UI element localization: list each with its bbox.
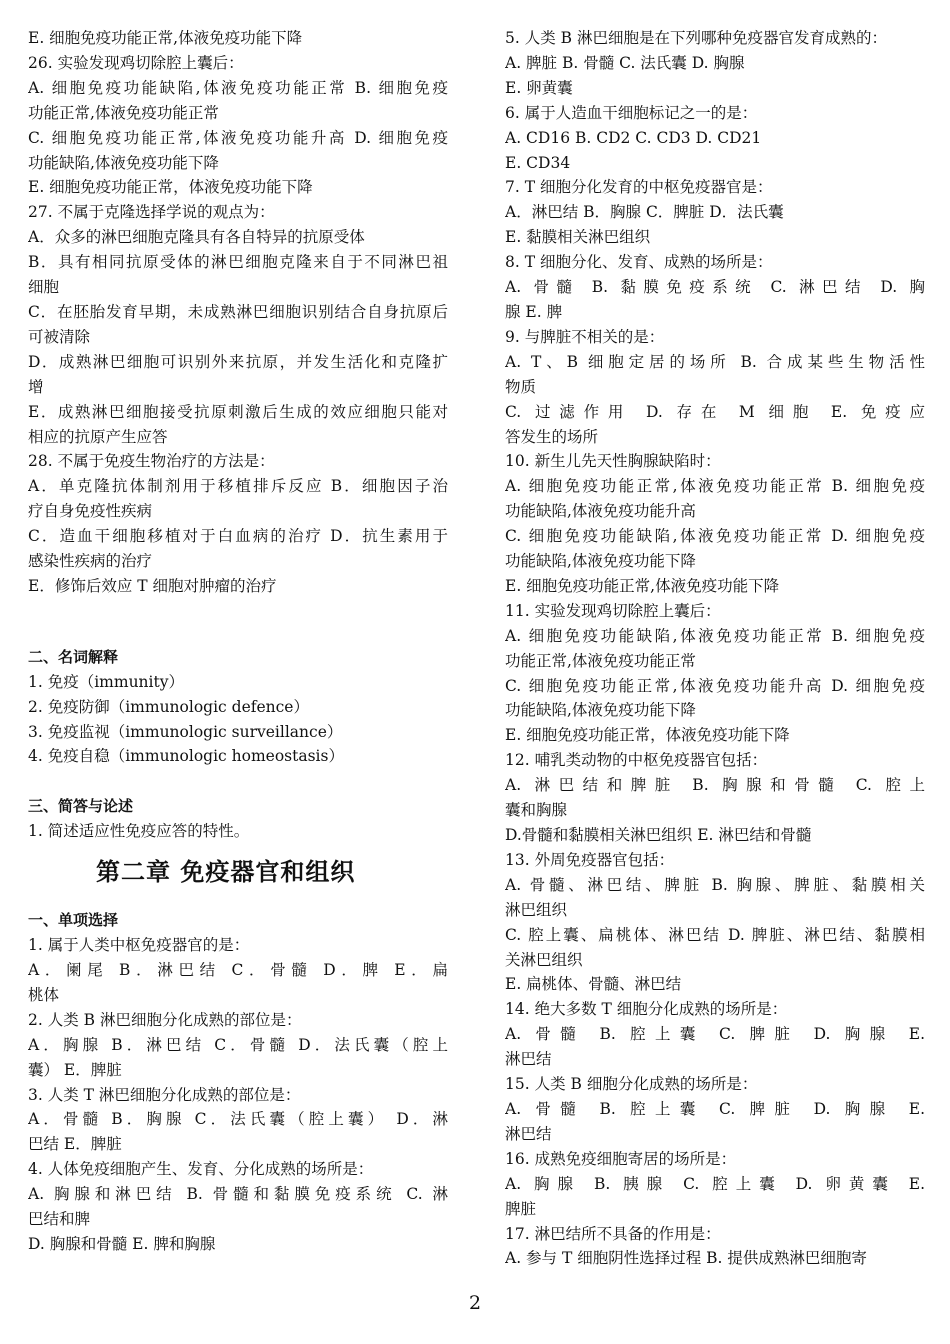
essay-list	[28, 819, 448, 844]
text-line: 12. 哺乳类动物的中枢免疫器官包括：	[505, 751, 768, 770]
text-line: 囊和胸腺	[505, 801, 568, 820]
text-line: E. 卵黄囊	[505, 78, 573, 97]
text-line: 关淋巴组织	[505, 950, 583, 969]
text-line: 巴结和脾	[28, 1210, 91, 1229]
text-line: 可被清除	[28, 327, 91, 346]
question-block-3	[505, 26, 925, 1271]
text-line: E．修饰后效应 T 细胞对肿瘤的治疗	[28, 576, 277, 595]
text-line: E. 细胞免疫功能正常，体液免疫功能下降	[505, 726, 790, 745]
text-line: C．在胚胎发育早期，未成熟淋巴细胞识别结合自身抗原后	[28, 302, 448, 321]
left-column	[28, 26, 448, 1257]
text-line: 巴结 E．脾脏	[28, 1135, 122, 1154]
terms-list	[28, 670, 448, 770]
text-line: 4. 人体免疫细胞产生、发育、分化成熟的场所是：	[28, 1160, 374, 1179]
section-title-essay: 三、简答与论述	[28, 797, 134, 816]
question-block-2	[28, 933, 448, 1257]
text-line: 物质	[505, 377, 537, 396]
text-line: 功能缺陷,体液免疫功能下降	[505, 701, 696, 720]
text-line: E. 扁桃体、骨髓、淋巴结	[505, 975, 682, 994]
text-line: 28. 不属于免疫生物治疗的方法是：	[28, 452, 275, 471]
text-line: A. 骨髓 B. 黏膜免疫系统 C. 淋巴结 D. 胸	[505, 278, 925, 297]
spacer	[28, 769, 448, 794]
text-line: E. 黏膜相关淋巴组织	[505, 228, 651, 247]
text-line: 功能缺陷,体液免疫功能升高	[505, 502, 696, 521]
text-line: C. 细胞免疫功能缺陷,体液免疫功能正常 D. 细胞免疫	[505, 527, 925, 546]
text-line: A. 胸腺和淋巴结 B. 骨髓和黏膜免疫系统 C. 淋	[28, 1185, 448, 1204]
text-line: A. 参与 T 细胞阴性选择过程 B. 提供成熟淋巴细胞寄	[505, 1249, 867, 1268]
text-line: 功能缺陷,体液免疫功能下降	[28, 153, 219, 172]
text-line: C. 细胞免疫功能正常,体液免疫功能升高 D. 细胞免疫	[28, 128, 448, 147]
text-line: 9. 与脾脏不相关的是：	[505, 327, 665, 346]
text-line: E．成熟淋巴细胞接受抗原刺激后生成的效应细胞只能对	[28, 402, 448, 421]
text-line: 27. 不属于克隆选择学说的观点为：	[28, 203, 275, 222]
text-line: 3. 免疫监视（immunologic surveillance）	[28, 722, 343, 741]
text-line: E. 细胞免疫功能正常,体液免疫功能下降	[28, 29, 303, 47]
text-line: 7. T 细胞分化发育的中枢免疫器官是：	[505, 178, 773, 197]
text-line: 8. T 细胞分化、发育、成熟的场所是：	[505, 253, 773, 272]
text-line: 增	[28, 377, 44, 396]
text-line: A．阑尾 B．淋巴结 C．骨髓 D．脾 E．扁	[28, 961, 448, 979]
text-line: 16. 成熟免疫细胞寄居的场所是：	[505, 1149, 737, 1168]
text-line: 功能正常,体液免疫功能正常	[505, 651, 696, 670]
text-line: A. 淋巴结和脾脏 B. 胸腺和骨髓 C. 腔上	[505, 776, 925, 795]
text-line: E. CD34	[505, 153, 571, 172]
text-line: 6. 属于人造血干细胞标记之一的是：	[505, 103, 758, 122]
text-line: 脾脏	[505, 1199, 537, 1218]
text-line: E. 细胞免疫功能正常，体液免疫功能下降	[28, 178, 313, 197]
text-line: E. 细胞免疫功能正常,体液免疫功能下降	[505, 576, 780, 595]
chapter-title: 第二章 免疫器官和组织	[96, 858, 356, 887]
text-line: 淋巴组织	[505, 900, 568, 919]
text-line: D.骨髓和黏膜相关淋巴组织 E. 淋巴结和骨髓	[505, 826, 812, 844]
text-line: A. 细胞免疫功能缺陷,体液免疫功能正常 B. 细胞免疫	[505, 626, 925, 645]
text-line: C. 过滤作用 D. 存在 M 细胞 E. 免疫应	[505, 402, 925, 421]
text-line: 11. 实验发现鸡切除腔上囊后：	[505, 601, 721, 620]
text-line: 4. 免疫自稳（immunologic homeostasis）	[28, 747, 344, 766]
text-line: C. 腔上囊、扁桃体、淋巴结 D. 脾脏、淋巴结、黏膜相	[505, 925, 925, 944]
text-line: 功能缺陷,体液免疫功能下降	[505, 552, 696, 571]
text-line: 感染性疾病的治疗	[28, 552, 153, 571]
text-line: A. 骨髓、淋巴结、脾脏 B. 胸腺、脾脏、黏膜相关	[505, 875, 925, 894]
text-line: D．成熟淋巴细胞可识别外来抗原，并发生活化和克隆扩	[28, 352, 448, 371]
text-line: 淋巴结	[505, 1124, 552, 1143]
text-line: 桃体	[28, 985, 60, 1004]
text-line: 14. 绝大多数 T 细胞分化成熟的场所是：	[505, 1000, 788, 1019]
text-line: 1. 简述适应性免疫应答的特性。	[28, 822, 250, 841]
text-line: A. 细胞免疫功能正常,体液免疫功能正常 B. 细胞免疫	[505, 477, 925, 496]
text-line: D. 胸腺和骨髓 E. 脾和胸腺	[28, 1234, 216, 1253]
text-line: 淋巴结	[505, 1050, 552, 1069]
section-title-terms: 二、名词解释	[28, 647, 119, 666]
text-line: 功能正常,体液免疫功能正常	[28, 103, 219, 122]
text-line: 13. 外周免疫器官包括：	[505, 850, 675, 869]
text-line: 10. 新生儿先天性胸腺缺陷时：	[505, 452, 721, 471]
text-line: A. 细胞免疫功能缺陷,体液免疫功能正常 B. 细胞免疫	[28, 78, 448, 97]
text-line: A．胸腺 B．淋巴结 C．骨髓 D．法氏囊（腔上	[28, 1035, 448, 1054]
text-line: 腺 E. 脾	[505, 302, 563, 321]
text-line: B．具有相同抗原受体的淋巴细胞克隆来自于不同淋巴祖	[28, 253, 448, 272]
section-title-single-choice: 一、单项选择	[28, 911, 119, 930]
spacer	[28, 599, 448, 645]
text-line: 1. 属于人类中枢免疫器官的是：	[28, 936, 250, 955]
text-line: 2. 免疫防御（immunologic defence）	[28, 697, 309, 716]
page-number: 2	[468, 1292, 482, 1314]
text-line: 答发生的场所	[505, 427, 599, 446]
text-line: A. 胸腺 B. 胰腺 C. 腔上囊 D. 卵黄囊 E.	[505, 1174, 925, 1193]
text-line: A. 骨髓 B. 腔上囊 C. 脾脏 D. 胸腺 E.	[505, 1099, 925, 1118]
text-line: 疗自身免疫性疾病	[28, 502, 153, 521]
text-line: 2. 人类 B 淋巴细胞分化成熟的部位是：	[28, 1010, 302, 1029]
question-block-1	[28, 26, 448, 599]
text-line: A. T、B 细胞定居的场所 B. 合成某些生物活性	[505, 352, 925, 371]
text-line: A．骨髓 B．胸腺 C．法氏囊（腔上囊） D．淋	[28, 1110, 448, 1129]
text-line: 17. 淋巴结所不具备的作用是：	[505, 1224, 721, 1243]
text-line: A．淋巴结 B．胸腺 C．脾脏 D．法氏囊	[505, 203, 784, 222]
text-line: C．造血干细胞移植对于白血病的治疗 D．抗生素用于	[28, 527, 448, 546]
text-line: 相应的抗原产生应答	[28, 427, 168, 446]
text-line: 细胞	[28, 278, 60, 297]
right-column	[505, 26, 925, 1271]
text-line: A．众多的淋巴细胞克隆具有各自特异的抗原受体	[28, 228, 365, 247]
text-line: 3. 人类 T 淋巴细胞分化成熟的部位是：	[28, 1085, 301, 1104]
text-line: 5. 人类 B 淋巴细胞是在下列哪种免疫器官发育成熟的：	[505, 29, 887, 47]
text-line: 囊） E．脾脏	[28, 1060, 122, 1079]
text-line: A. 脾脏 B. 骨髓 C. 法氏囊 D. 胸腺	[505, 53, 745, 72]
text-line: A. 骨髓 B. 腔上囊 C. 脾脏 D. 胸腺 E.	[505, 1025, 925, 1044]
text-line: 1. 免疫（immunity）	[28, 672, 184, 691]
text-line: A．单克隆抗体制剂用于移植排斥反应 B．细胞因子治	[28, 477, 448, 496]
text-line: A. CD16 B. CD2 C. CD3 D. CD21	[505, 128, 762, 147]
text-line: 26. 实验发现鸡切除腔上囊后：	[28, 53, 244, 72]
text-line: 15. 人类 B 细胞分化成熟的场所是：	[505, 1075, 758, 1094]
text-line: C. 细胞免疫功能正常,体液免疫功能升高 D. 细胞免疫	[505, 676, 925, 695]
